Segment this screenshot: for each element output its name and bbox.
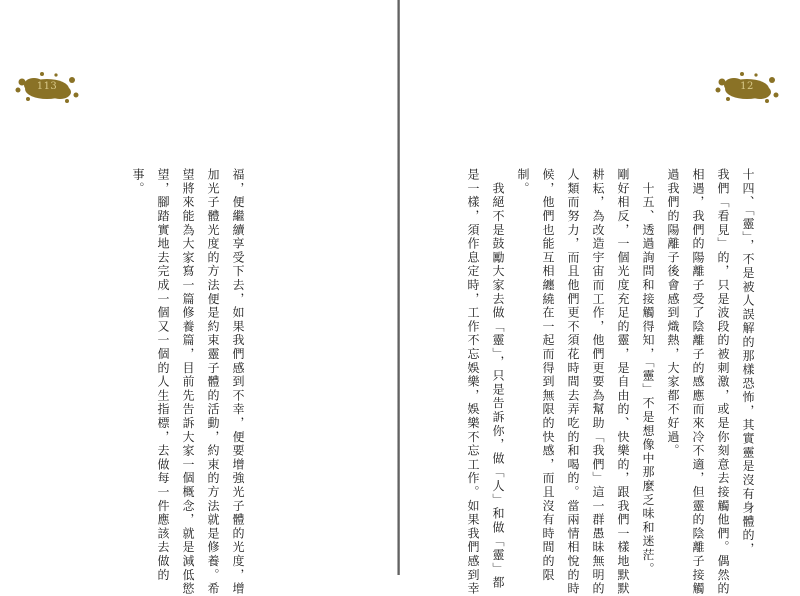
text-column: 剛好相反，一個光度充足的靈，是自由的、快樂的，跟我們一樣地默默	[616, 168, 630, 596]
right-page-body-text	[460, 168, 760, 596]
page-number: 12	[740, 81, 754, 92]
text-column: 十四、「靈」，不是被人誤解的那樣恐怖，其實靈是沒有身體的，	[741, 168, 755, 557]
text-column: 十五、透過詢問和接觸得知，「靈」不是想像中那麼乏味和迷茫。	[641, 168, 655, 576]
text-column: 福，便繼續享受下去，如果我們感到不幸，便要增強光子體的光度，增	[231, 168, 245, 596]
left-page	[0, 0, 398, 596]
left-page-body-text	[125, 168, 250, 596]
text-column: 望，腳踏實地去完成一個又一個的人生指標，去做每一件應該去做的	[156, 168, 170, 582]
text-column: 相遇，我們的陽離子受了陰離子的感應而來冷不適，但靈的陰離子接觸	[691, 168, 705, 596]
left-page-folio	[12, 68, 82, 110]
text-column: 事。	[131, 168, 145, 196]
text-column: 我們「看見」的，只是波段的被刺激，或是你刻意去接觸他們。偶然的	[716, 168, 730, 596]
page-number: 113	[36, 81, 58, 92]
text-column: 是一樣，須作息定時，工作不忘娛樂，娛樂不忘工作。如果我們感到幸	[466, 168, 480, 596]
text-column: 耕耘，為改造宇宙而工作，他們更要為幫助「我們」這一群愚昧無明的	[591, 168, 605, 596]
text-column: 人類而努力，而且他們更不須花時間去弄吃的和喝的。當兩情相悅的時	[566, 168, 580, 596]
text-column: 望將來能為大家寫一篇修養篇，目前先告訴大家一個概念，就是減低慾	[181, 168, 195, 596]
text-column: 制。	[516, 168, 530, 196]
text-column: 過我們的陽離子後會感到熾熱，大家都不好過。	[666, 168, 680, 458]
text-column: 候，他們也能互相纏繞在一起而得到無限的快感，而且沒有時間的限	[541, 168, 555, 582]
text-column: 加光子體光度的方法便是約束靈子體的活動，約束的方法就是修養。希	[206, 168, 220, 596]
text-column: 我絕不是鼓勵大家去做「靈」，只是告訴你，做「人」和做「靈」都	[491, 168, 505, 590]
right-page-folio	[712, 68, 782, 110]
